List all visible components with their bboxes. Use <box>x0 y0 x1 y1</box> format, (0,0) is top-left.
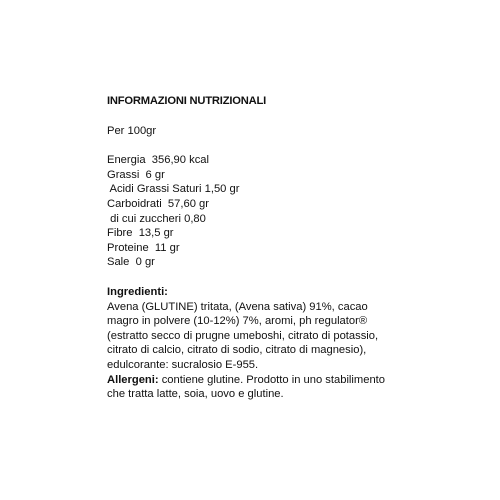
nutrition-sugars: di cui zuccheri 0,80 <box>107 212 206 225</box>
nutrition-list <box>107 153 407 270</box>
nutrition-energy: Energia 356,90 kcal <box>107 154 209 167</box>
nutrition-saturated-fat: Acidi Grassi Saturi 1,50 gr <box>107 183 240 196</box>
nutrition-protein: Proteine 11 gr <box>107 241 180 254</box>
nutrition-carbohydrates: Carboidrati 57,60 gr <box>107 197 209 210</box>
serving-basis: Per 100gr <box>107 124 157 137</box>
ingredients-text: Avena (GLUTINE) tritata, (Avena sativa) 91%, cacao magro in polvere (10-12%) 7%, aromi, ph regulator® (estratto secco di prugne umeboshi, citrato di potassio, citrato di calcio, citrato di sodio, citrato di magnesio), edulcorante: sucralosio E-955. <box>107 300 379 371</box>
allergens-label: Allergeni: <box>107 373 159 386</box>
ingredients-heading: Ingredienti: <box>107 285 168 298</box>
allergens-paragraph <box>107 373 399 402</box>
nutrition-fat: Grassi 6 gr <box>107 168 165 181</box>
allergens-text: contiene glutine. Prodotto in uno stabilimento che tratta latte, soia, uovo e glutine. <box>107 373 385 401</box>
nutrition-salt: Sale 0 gr <box>107 256 155 269</box>
document-title: INFORMAZIONI NUTRIZIONALI <box>107 95 267 107</box>
nutrition-document <box>107 94 407 402</box>
nutrition-fibre: Fibre 13,5 gr <box>107 227 174 240</box>
